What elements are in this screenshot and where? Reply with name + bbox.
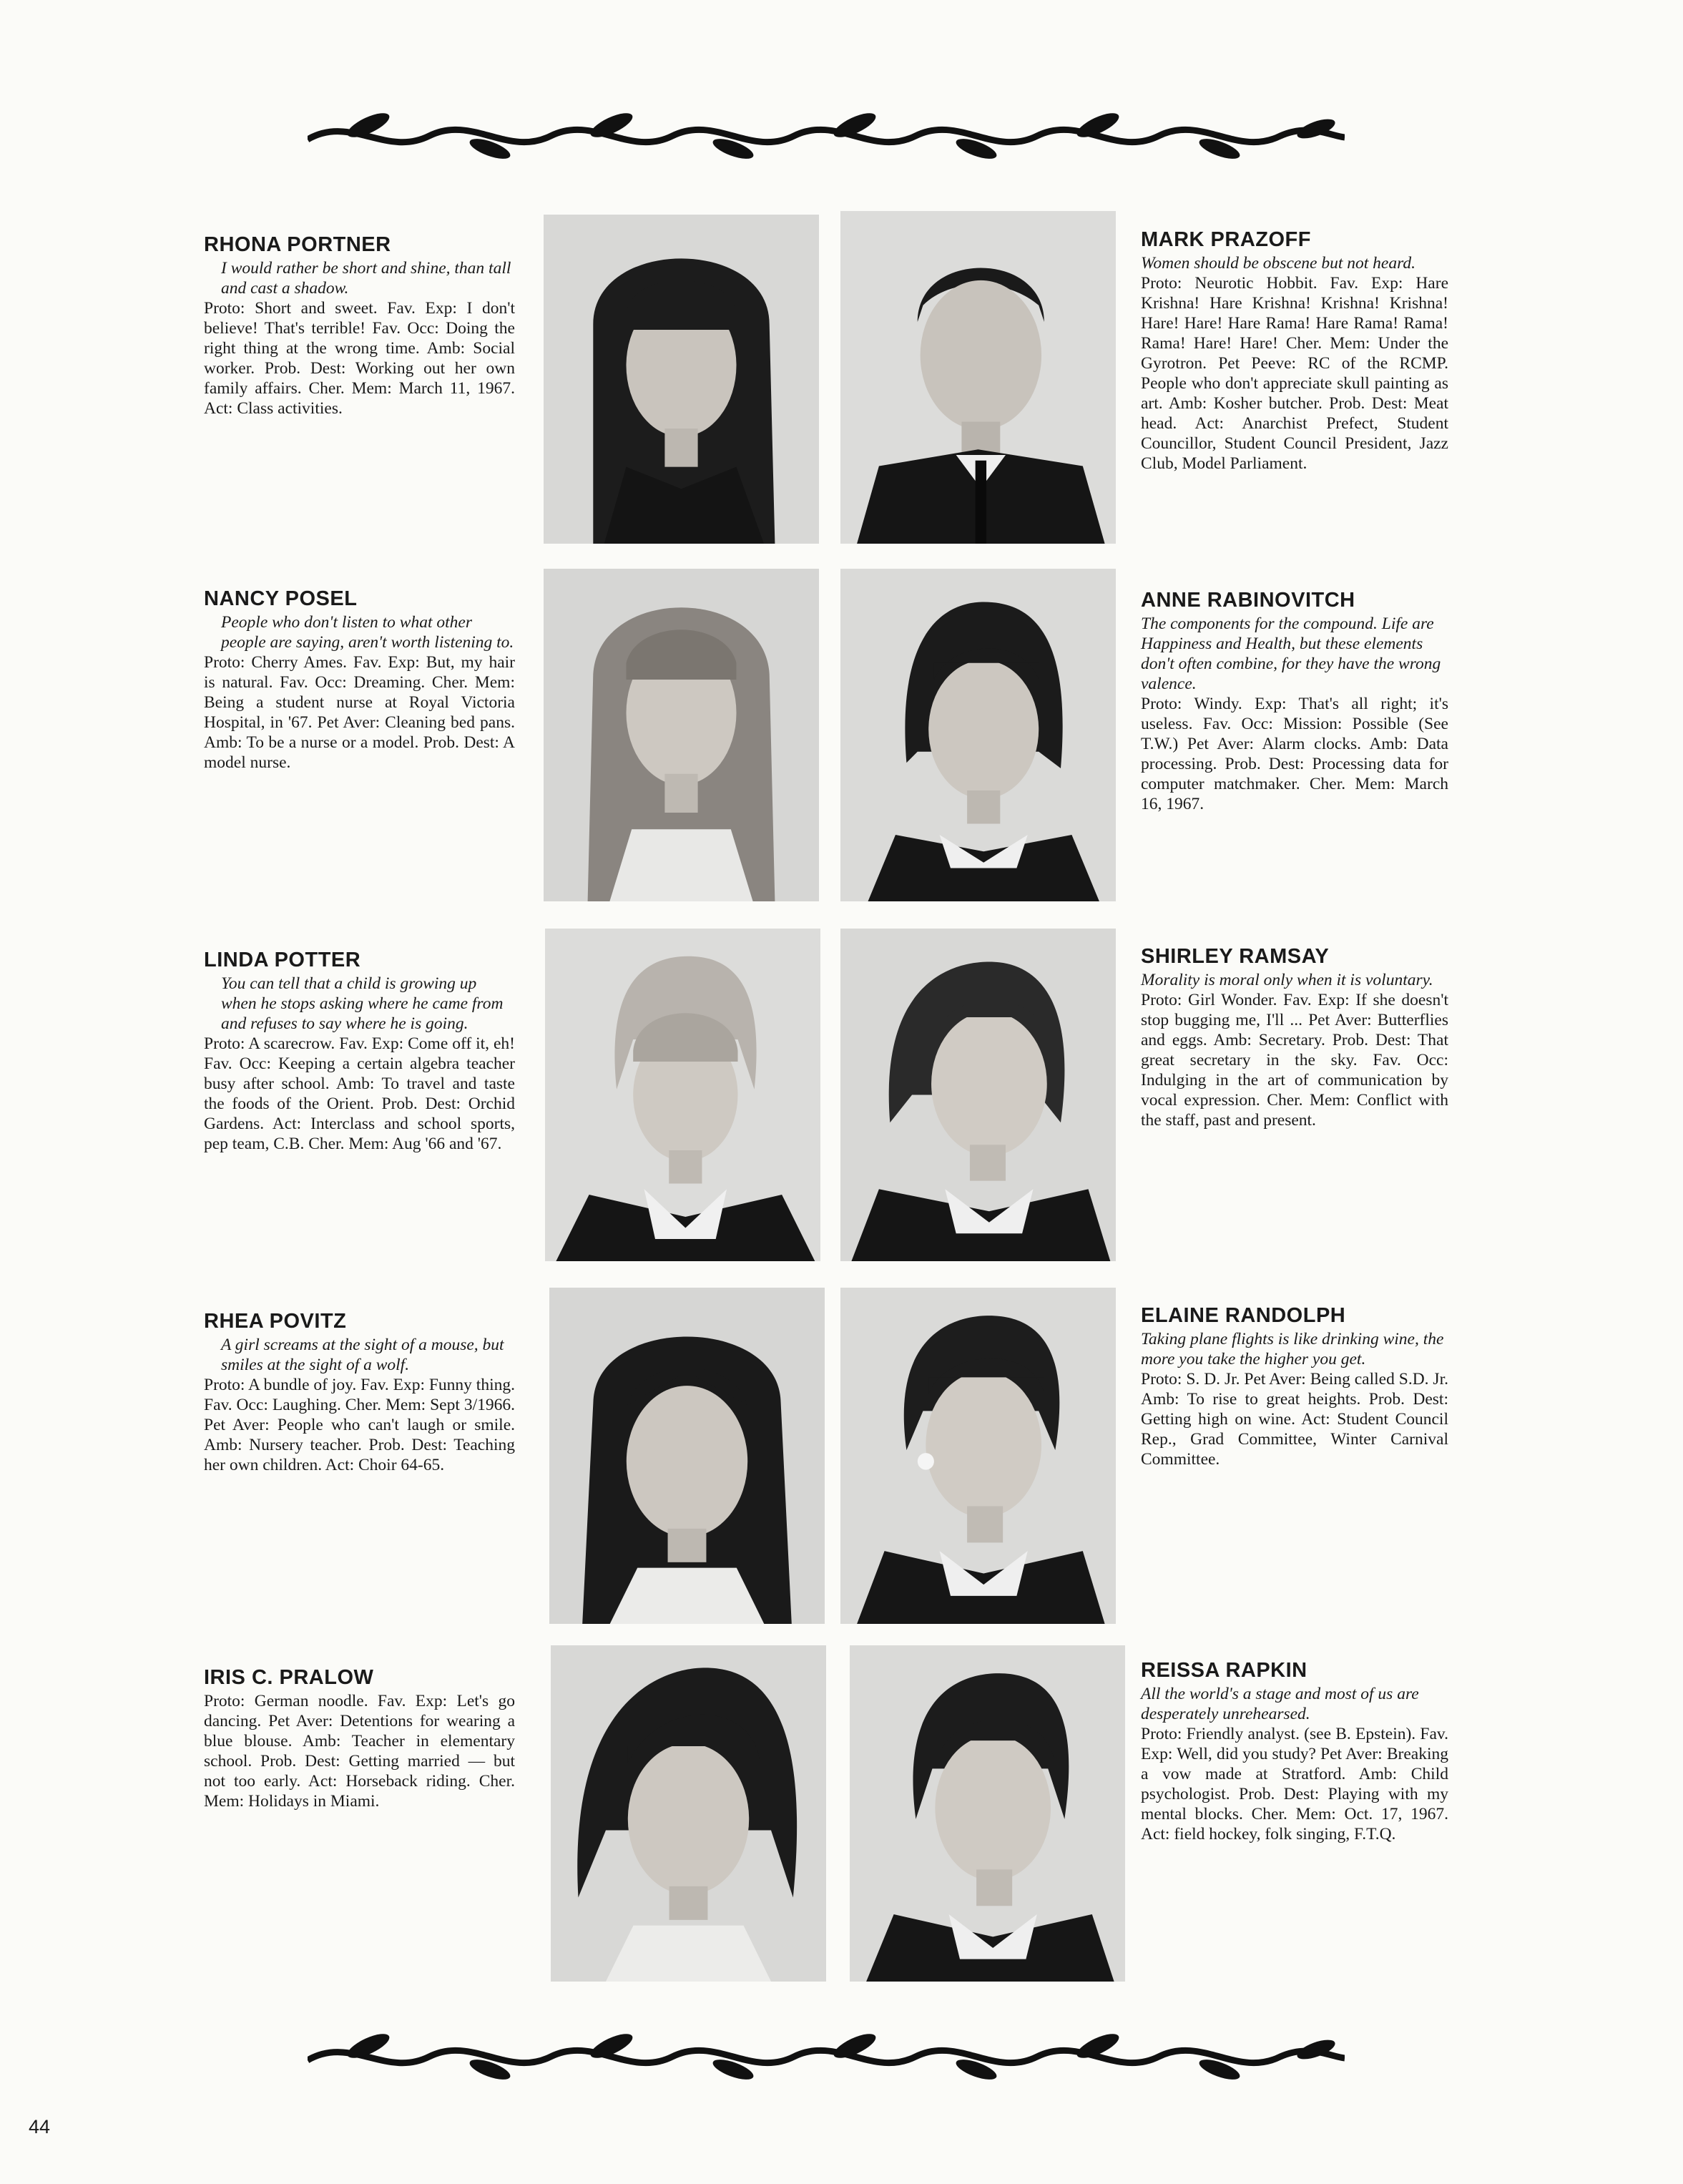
student-quote: Taking plane flights is like drinking wine, the more you take the higher you get. (1141, 1330, 1444, 1368)
student-quote: The components for the compound. Life are Happiness and Health, but these elements don't often combine, for they have the wrong valence. (1141, 614, 1441, 693)
student-profile-text: Proto: A scarecrow. Fav. Exp: Come off it, eh! Fav. Occ: Keeping a certain algebra teacher busy after school. Amb: To travel and taste the foods of the Orient. Prob. Dest: Orchid Gardens. Act: Interclass and school sports, pep team, C.B. Cher. Mem: Aug '66 and '67. (204, 1034, 515, 1153)
page-number: 44 (29, 2116, 51, 2138)
student-quote: Women should be obscene but not heard. (1141, 254, 1415, 273)
student-quote: People who don't listen to what other people are saying, aren't worth listening to. (221, 613, 514, 652)
portrait-photo-linda-potter (545, 929, 820, 1261)
student-name: RHONA PORTNER (204, 233, 391, 256)
portrait-photo-reissa-rapkin (850, 1645, 1125, 1982)
student-profile-text: Proto: A bundle of joy. Fav. Exp: Funny thing. Fav. Occ: Laughing. Cher. Mem: Sept 3/1966. Pet Aver: People who can't laugh or smile. Amb: Nursery teacher. Prob. Dest: Teaching her own children. Act: Choir 64-65. (204, 1376, 515, 1474)
student-quote: A girl screams at the sight of a mouse, but smiles at the sight of a wolf. (221, 1336, 504, 1374)
portrait-photo-rhea-povitz (549, 1288, 825, 1624)
student-quote: I would rather be short and shine, than tall and cast a shadow. (221, 259, 511, 298)
portrait-photo-elaine-randolph (840, 1288, 1116, 1624)
senior-entry-nancy-posel (204, 587, 515, 773)
senior-entry-iris-c-pralow (204, 1665, 515, 1811)
student-name: REISSA RAPKIN (1141, 1659, 1307, 1682)
student-name: NANCY POSEL (204, 587, 358, 610)
portrait-photo-anne-rabinovitch (840, 569, 1116, 901)
student-quote: All the world's a stage and most of us are desperately unrehearsed. (1141, 1685, 1419, 1723)
student-profile-text: Proto: Windy. Exp: That's all right; it's useless. Fav. Occ: Mission: Possible (See T.W.) Pet Aver: Alarm clocks. Amb: Data processing. Prob. Dest: Processing data for computer matchmaker. Cher. Mem: March 16, 1967. (1141, 695, 1448, 813)
student-name: RHEA POVITZ (204, 1310, 347, 1333)
student-profile-text: Proto: Friendly analyst. (see B. Epstein). Fav. Exp: Well, did you study? Pet Aver: Breaking a vow made at Stratford. Amb: Child psychologist. Prob. Dest: Playing with my mental blocks. Cher. Mem: Oct. 17, 1967. Act: field hockey, folk singing, F.T.Q. (1141, 1725, 1448, 1843)
senior-entry-shirley-ramsay (1141, 944, 1448, 1130)
student-name: IRIS C. PRALOW (204, 1666, 374, 1689)
senior-entry-rhona-portner (204, 232, 515, 418)
portrait-photo-iris-c-pralow (551, 1645, 826, 1982)
portrait-photo-shirley-ramsay (840, 929, 1116, 1261)
decorative-vine-top-border (308, 107, 1345, 165)
student-name: SHIRLEY RAMSAY (1141, 945, 1330, 968)
student-quote: You can tell that a child is growing up when he stops asking where he came from and refuses to say where he is going. (221, 974, 504, 1033)
senior-entry-linda-potter (204, 948, 515, 1154)
senior-entry-anne-rabinovitch (1141, 588, 1448, 814)
portrait-photo-nancy-posel (544, 569, 819, 901)
portrait-photo-mark-prazoff (840, 211, 1116, 544)
student-name: ELAINE RANDOLPH (1141, 1304, 1346, 1327)
senior-entry-reissa-rapkin (1141, 1658, 1448, 1844)
student-profile-text: Proto: German noodle. Fav. Exp: Let's go dancing. Pet Aver: Detentions for wearing a blue blouse. Amb: Teacher in elementary school. Prob. Dest: Getting married — but not too early. Act: Horseback riding. Cher. Mem: Holidays in Miami. (204, 1692, 515, 1811)
student-name: ANNE RABINOVITCH (1141, 589, 1355, 612)
student-name: LINDA POTTER (204, 949, 361, 971)
student-profile-text: Proto: Short and sweet. Fav. Exp: I don't believe! That's terrible! Fav. Occ: Doing the right thing at the wrong time. Amb: Social worker. Prob. Dest: Working out her own family affairs. Cher. Mem: March 11, 1967. Act: Class activities. (204, 299, 515, 418)
senior-entry-rhea-povitz (204, 1309, 515, 1475)
senior-entry-elaine-randolph (1141, 1303, 1448, 1469)
student-profile-text: Proto: Cherry Ames. Fav. Exp: But, my hair is natural. Fav. Occ: Dreaming. Cher. Mem: Being a student nurse at Royal Victoria Hospital, in '67. Pet Aver: Cleaning bed pans. Amb: To be a nurse or a model. Prob. Dest: A model nurse. (204, 653, 515, 772)
student-quote: Morality is moral only when it is voluntary. (1141, 971, 1433, 989)
student-profile-text: Proto: Neurotic Hobbit. Fav. Exp: Hare Krishna! Hare Krishna! Krishna! Krishna! Hare! Hare! Hare Rama! Hare Rama! Rama! Rama! Hare! Hare! Cher. Mem: Under the Gyrotron. Pet Peeve: RC of the RCMP. People who don't appreciate skull painting as art. Amb: Kosher butcher. Prob. Dest: Meat head. Act: Anarchist Prefect, Student Councillor, Student Council President, Jazz Club, Model Parliament. (1141, 274, 1448, 473)
student-profile-text: Proto: Girl Wonder. Fav. Exp: If she doesn't stop bugging me, I'll ... Pet Aver: Butterflies and eggs. Amb: Secretary. Prob. Dest: That great secretary in the sky. Fav. Occ: Indulging in the art of communication by vocal expression. Cher. Mem: Conflict with the staff, past and present. (1141, 991, 1448, 1130)
student-profile-text: Proto: S. D. Jr. Pet Aver: Being called S.D. Jr. Amb: To rise to great heights. Prob. Dest: Getting high on wine. Act: Student Council Rep., Grad Committee, Winter Carnival Committee. (1141, 1370, 1448, 1469)
senior-entry-mark-prazoff (1141, 227, 1448, 474)
decorative-vine-bottom-border (308, 2028, 1345, 2085)
student-name: MARK PRAZOFF (1141, 228, 1311, 251)
portrait-photo-rhona-portner (544, 215, 819, 544)
